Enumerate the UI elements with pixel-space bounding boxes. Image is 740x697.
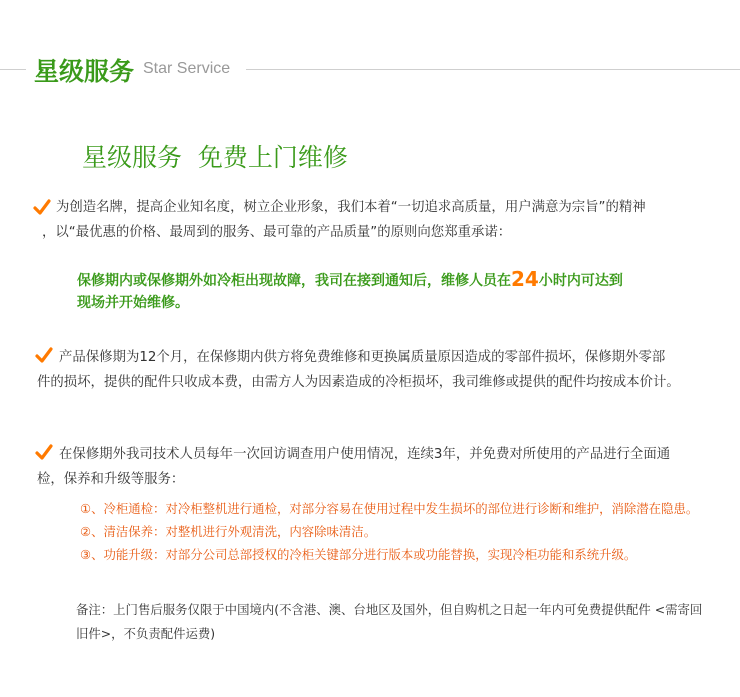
checkmark-icon <box>35 443 53 461</box>
intro-paragraph <box>42 195 736 245</box>
service-item: ①、冷柜通检：对冷柜整机进行通检，对部分容易在使用过程中发生损坏的部位进行诊断和维护，消除潜在隐患。 <box>80 501 699 516</box>
note-line-1: 备注：上门售后服务仅限于中国境内(不含港、澳、台地区及国外，但自购机之日起一年内可免费提供配件 <需寄回 <box>76 602 703 617</box>
visit-line-2: 检，保养和升级等服务： <box>37 472 185 487</box>
service-item: ②、清洁保养：对整机进行外观清洗，内容除味清洁。 <box>80 524 377 539</box>
intro-line-2: ，以“最优惠的价格、最周到的服务、最可靠的产品质量”的原则向您郑重承诺： <box>42 225 512 240</box>
promise-hours: 24 <box>511 267 539 291</box>
note-line-2: 旧件>，不负责配件运费) <box>76 626 216 641</box>
checkmark-icon <box>33 198 51 216</box>
visit-line-1: 在保修期外我司技术人员每年一次回访调查用户使用情况，连续3年，并免费对所使用的产品进行全面通 <box>59 447 671 462</box>
promise-text-before: 保修期内或保修期外如冷柜出现故障，我司在接到通知后，维修人员在 <box>77 273 511 289</box>
headline: 星级服务 免费上门维修 <box>82 143 348 172</box>
warranty-line-1: 产品保修期为12个月，在保修期内供方将免费维修和更换属质量原因造成的零部件损坏，保修期外零部 <box>59 350 666 365</box>
warranty-paragraph <box>37 345 739 395</box>
header-rule-left <box>0 69 26 70</box>
section-title: 星级服务 <box>34 57 135 86</box>
checkmark-icon <box>35 346 53 364</box>
header-rule-right <box>246 69 740 70</box>
visit-paragraph <box>37 442 739 492</box>
promise-line-2: 现场并开始维修。 <box>77 295 189 311</box>
service-item: ③、功能升级：对部分公司总部授权的冷柜关键部分进行版本或功能替换，实现冷柜功能和系统升级。 <box>80 547 637 562</box>
footnote <box>76 598 726 646</box>
warranty-line-2: 件的损坏，提供的配件只收成本费，由需方人为因素造成的冷柜损坏，我司维修或提供的配件均按成本价计。 <box>37 375 680 390</box>
intro-line-1: 为创造名牌，提高企业知名度，树立企业形象，我们本着“一切追求高质量，用户满意为宗旨”的精神 <box>56 200 646 215</box>
section-subtitle: Star Service <box>143 60 231 77</box>
service-promise <box>77 268 727 314</box>
promise-text-after: 小时内可达到 <box>538 273 623 289</box>
